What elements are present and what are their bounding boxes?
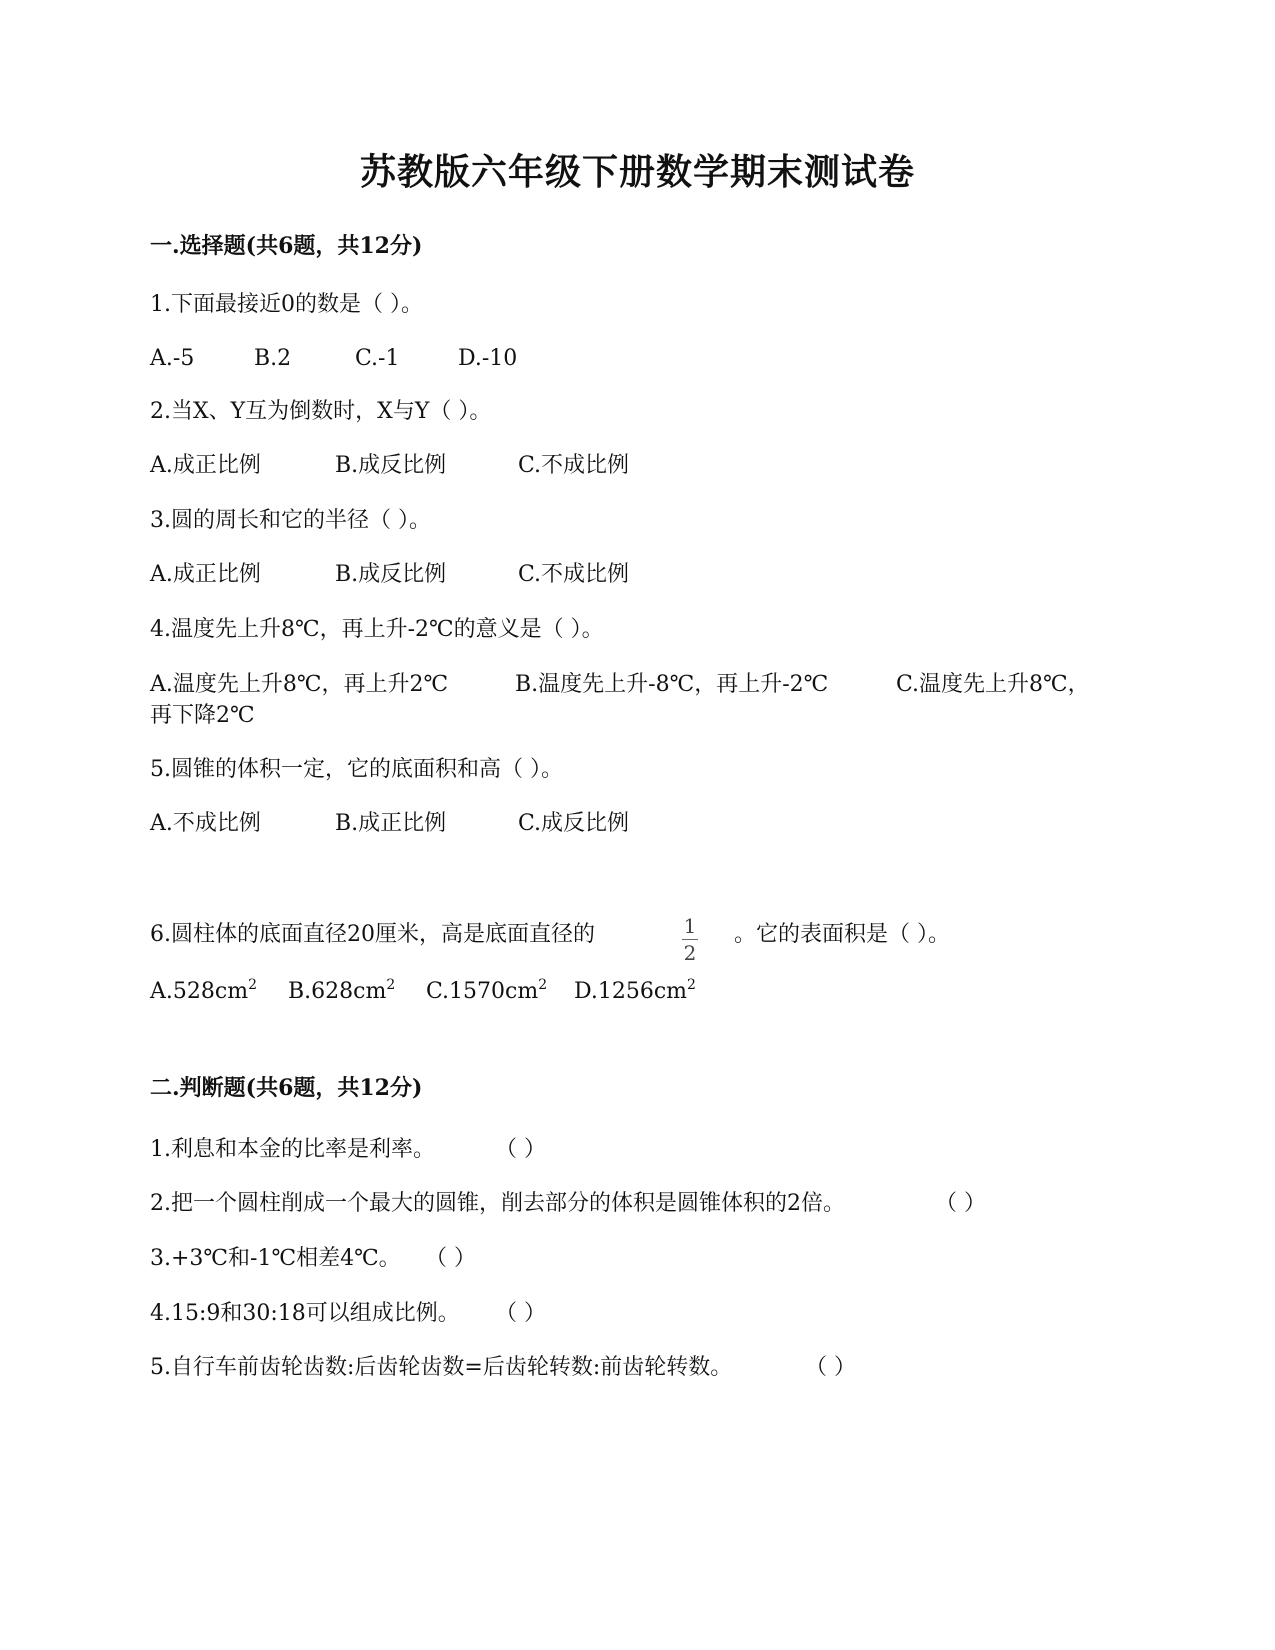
answer-parentheses: （ ）: [495, 1301, 546, 1326]
option-c: C.不成比例: [518, 453, 630, 478]
fraction-denominator: 2: [683, 941, 697, 965]
option-a: [150, 978, 257, 1006]
question-4: 4.温度先上升8℃，再上升-2℃的意义是（ ）。: [150, 617, 604, 642]
judgement-text: 1.利息和本金的比率是利率。: [150, 1137, 435, 1162]
superscript: 2: [538, 977, 548, 993]
option-b: B.2: [254, 346, 292, 371]
judgement-item-1: [150, 1136, 546, 1164]
option-a: A.-5: [150, 346, 195, 371]
option-d-text: D.1256cm: [574, 979, 688, 1004]
option-a: A.温度先上升8℃，再上升2℃: [150, 672, 449, 697]
question-5: 5.圆锥的体积一定，它的底面积和高（ ）。: [150, 757, 563, 782]
judgement-item-5: [150, 1354, 856, 1382]
option-a-text: A.528cm: [150, 979, 249, 1004]
judgement-item-3: [150, 1245, 476, 1273]
option-d: D.-10: [458, 346, 518, 371]
section-heading-judgement: 二.判断题(共6题，共12分): [150, 1075, 423, 1101]
option-b: B.温度先上升-8℃，再上升-2℃: [515, 672, 829, 697]
option-a: A.不成比例: [150, 811, 261, 836]
section-heading-choice: 一.选择题(共6题，共12分): [150, 233, 423, 259]
judgement-text: 4.15:9和30:18可以组成比例。: [150, 1301, 460, 1326]
answer-parentheses: （ ）: [805, 1355, 856, 1380]
option-a: A.成正比例: [150, 453, 261, 478]
option-c: C.成反比例: [518, 811, 630, 836]
option-c: [426, 978, 547, 1006]
question-4-option-c-continued: 再下降2℃: [150, 703, 255, 728]
judgement-text: 5.自行车前齿轮齿数:后齿轮齿数=后齿轮转数:前齿轮转数。: [150, 1355, 733, 1380]
option-c: C.温度先上升8℃，: [896, 672, 1090, 697]
option-c: C.-1: [355, 346, 400, 371]
answer-parentheses: （ ）: [495, 1137, 546, 1162]
option-b: B.成反比例: [335, 453, 447, 478]
superscript: 2: [248, 977, 257, 993]
question-3: 3.圆的周长和它的半径（ ）。: [150, 508, 431, 533]
judgement-item-4: [150, 1300, 546, 1328]
superscript: 2: [687, 977, 696, 993]
judgement-item-2: [150, 1190, 986, 1218]
option-c-text: C.1570cm: [426, 979, 539, 1004]
option-a: A.成正比例: [150, 562, 261, 587]
superscript: 2: [386, 977, 396, 993]
option-b: B.成正比例: [335, 811, 447, 836]
option-b: B.成反比例: [335, 562, 447, 587]
question-1: 1.下面最接近0的数是（ ）。: [150, 292, 423, 317]
option-c: C.不成比例: [518, 562, 630, 587]
fraction-one-half: [678, 915, 702, 964]
fraction-bar: [682, 939, 698, 940]
fraction-numerator: 1: [683, 914, 697, 938]
answer-parentheses: （ ）: [935, 1191, 986, 1216]
page-title: 苏教版六年级下册数学期末测试卷: [359, 151, 915, 193]
judgement-text: 2.把一个圆柱削成一个最大的圆锥，削去部分的体积是圆锥体积的2倍。: [150, 1191, 845, 1216]
answer-parentheses: （ ）: [425, 1246, 476, 1271]
question-6: 6.圆柱体的底面直径20厘米，高是底面直径的: [150, 922, 595, 947]
option-d: [574, 978, 696, 1006]
judgement-text: 3.+3℃和-1℃相差4℃。: [150, 1246, 401, 1271]
question-6-continued: 。它的表面积是（ ）。: [734, 922, 950, 947]
option-b-text: B.628cm: [288, 979, 387, 1004]
question-2: 2.当X、Y互为倒数时，X与Y（ ）。: [150, 399, 492, 424]
option-b: [288, 978, 395, 1006]
